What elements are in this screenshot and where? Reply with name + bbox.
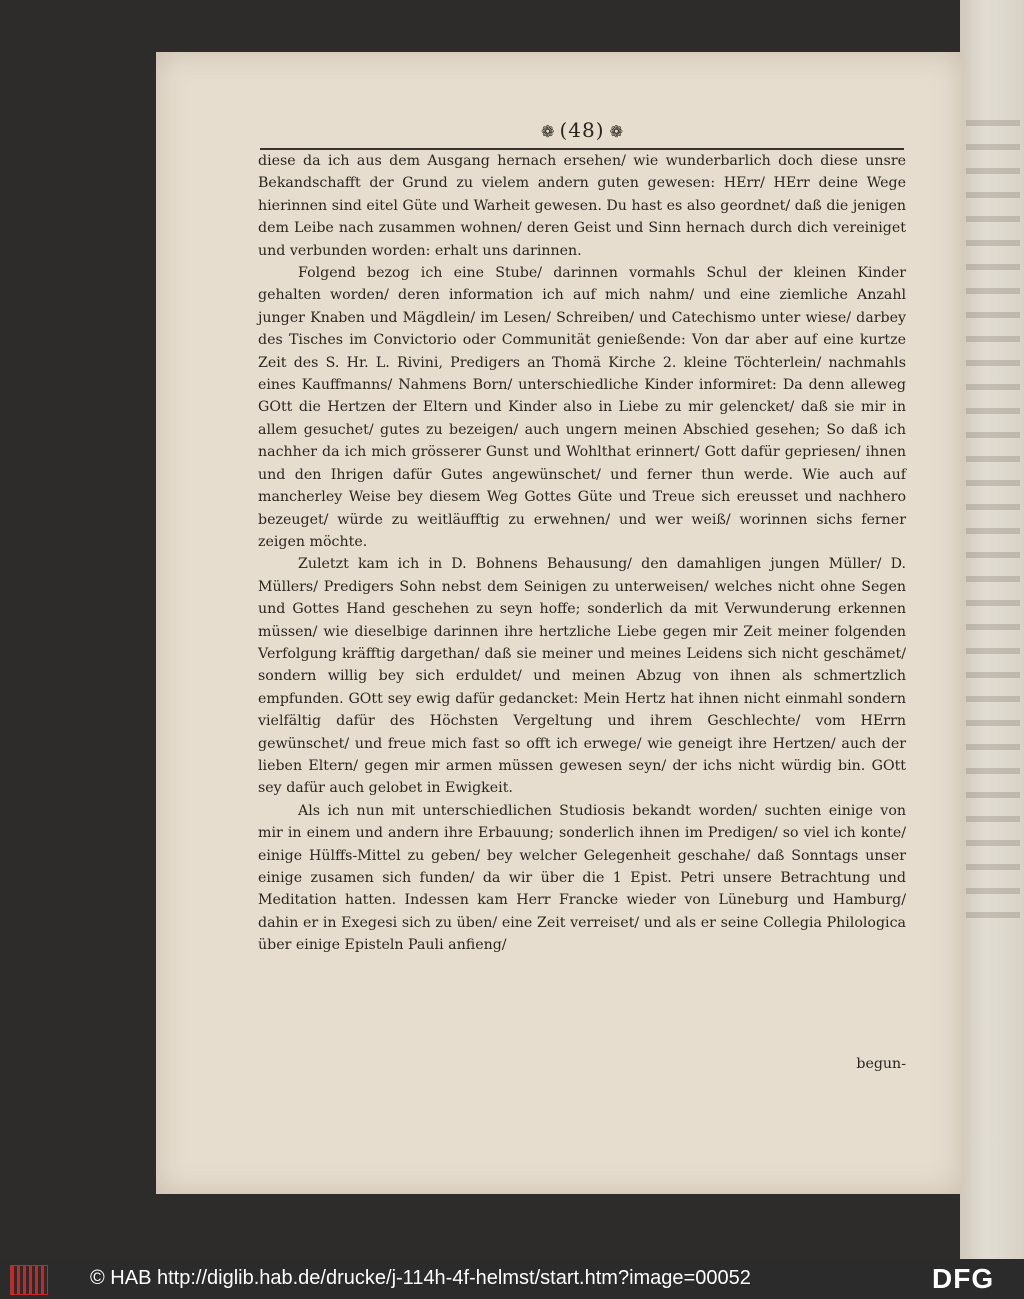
copyright-link[interactable]: © HAB http://diglib.hab.de/drucke/j-114h-4f-helmst/start.htm?image=00052 (90, 1267, 751, 1289)
ornament-right-icon: ❁ (609, 122, 624, 141)
dfg-logo: DFG (932, 1263, 995, 1294)
page-number: (48) (559, 118, 605, 142)
paragraph-3: Zuletzt kam ich in D. Bohnens Behausung/ den damahligen jungen Müller/ D. Müllers/ Predigers Sohn nebst dem Seinigen zu unterweisen/ welches nicht ohne Segen und Gottes Hand geschehen zu seyn hoffe; sonderlich da mit Verwunderung erkennen müssen/ wie dieselbige darinnen ihre hertzliche Liebe gegen mir Zeit meiner folgenden Verfolgung kräfftig dargethan/ daß sie meiner und meines Leidens sich nicht geschämet/ sondern willig bey sich erduldet/ und meinen Abzug von ihnen als schmertzlich empfunden. GOtt sey ewig dafür gedancket: Mein Hertz hat ihnen nicht einmahl sondern vielfältig dafür des Höchsten Vergeltung und ihrem Geschlechte/ vom HErrn gewünschet/ und freue mich fast so offt ich erwege/ wie geneigt ihre Hertzen/ auch der lieben Eltern/ gegen mir armen müssen gewesen seyn/ der ichs nicht würdig bin. GOtt sey dafür auch gelobet in Ewigkeit. (258, 556, 906, 797)
catchword: begun- (856, 1056, 906, 1072)
book-page (156, 52, 962, 1194)
page-header (260, 118, 904, 146)
adjacent-page-text-shadow (966, 120, 1020, 920)
page-body (258, 150, 906, 957)
ornament-left-icon: ❁ (540, 122, 555, 141)
barcode-icon (10, 1265, 48, 1295)
viewer-footer (0, 1259, 1024, 1299)
paragraph-4: Als ich nun mit unterschiedlichen Studiosis bekandt worden/ suchten einige von mir in einem und andern ihre Erbauung; sonderlich ihnen im Predigen/ so viel ich konte/ einige Hülffs-Mittel zu geben/ bey welcher Gelegenheit geschahe/ daß Sonntags unser einige zusamen sich funden/ da wir über die 1 Epist. Petri unsere Betrachtung und Meditation hatten. Indessen kam Herr Francke wieder von Lüneburg und Hamburg/ dahin er in Exegesi sich zu üben/ eine Zeit verreiset/ und als er seine Collegia Philologica über einige Episteln Pauli anfieng/ (258, 802, 906, 954)
paragraph-1: diese da ich aus dem Ausgang hernach ersehen/ wie wunderbarlich doch diese unsre Bekandschafft der Grund zu vielem andern guten gewesen: HErr/ HErr deine Wege hierinnen sind eitel Güte und Warheit gewesen. Du hast es also geordnet/ daß die jenigen dem Leibe nach zusammen wohnen/ deren Geist und Sinn hernach durch dich vereiniget und verbunden worden: erhalt uns darinnen. (258, 153, 906, 259)
adjacent-page-edge (960, 0, 1024, 1259)
paragraph-2: Folgend bezog ich eine Stube/ darinnen vormahls Schul der kleinen Kinder gehalten worden/ deren information ich auf mich nahm/ und eine ziemliche Anzahl junger Knaben und Mägdlein/ im Lesen/ Schreiben/ und Catechismo unter wiese/ darbey des Tisches im Convictorio oder Communität genießende: Von dar aber auf eine kurtze Zeit des S. Hr. L. Rivini, Predigers an Thomä Kirche 2. kleine Töchterlein/ nachmahls eines Kauffmanns/ Nahmens Born/ unterschiedliche Kinder informiret: Da denn alleweg GOtt die Hertzen der Eltern und Kinder also in Liebe zu mir gelencket/ daß sie mir in allem gesuchet/ gutes zu bezeigen/ auch ungern meinen Abschied gesehen; So daß ich nachher da ich mich grösserer Gunst und Wohlthat erinnert/ Gott dafür gepriesen/ ihnen und den Ihrigen dafür Gutes angewünschet/ und ferner thun werde. Wie auch auf mancherley Weise bey diesem Weg Gottes Güte und Treue sich ereusset und nachhero bezeuget/ würde zu weitläufftig zu erwehnen/ und wer weiß/ worinnen sichs ferner zeigen möchte. (258, 265, 906, 550)
